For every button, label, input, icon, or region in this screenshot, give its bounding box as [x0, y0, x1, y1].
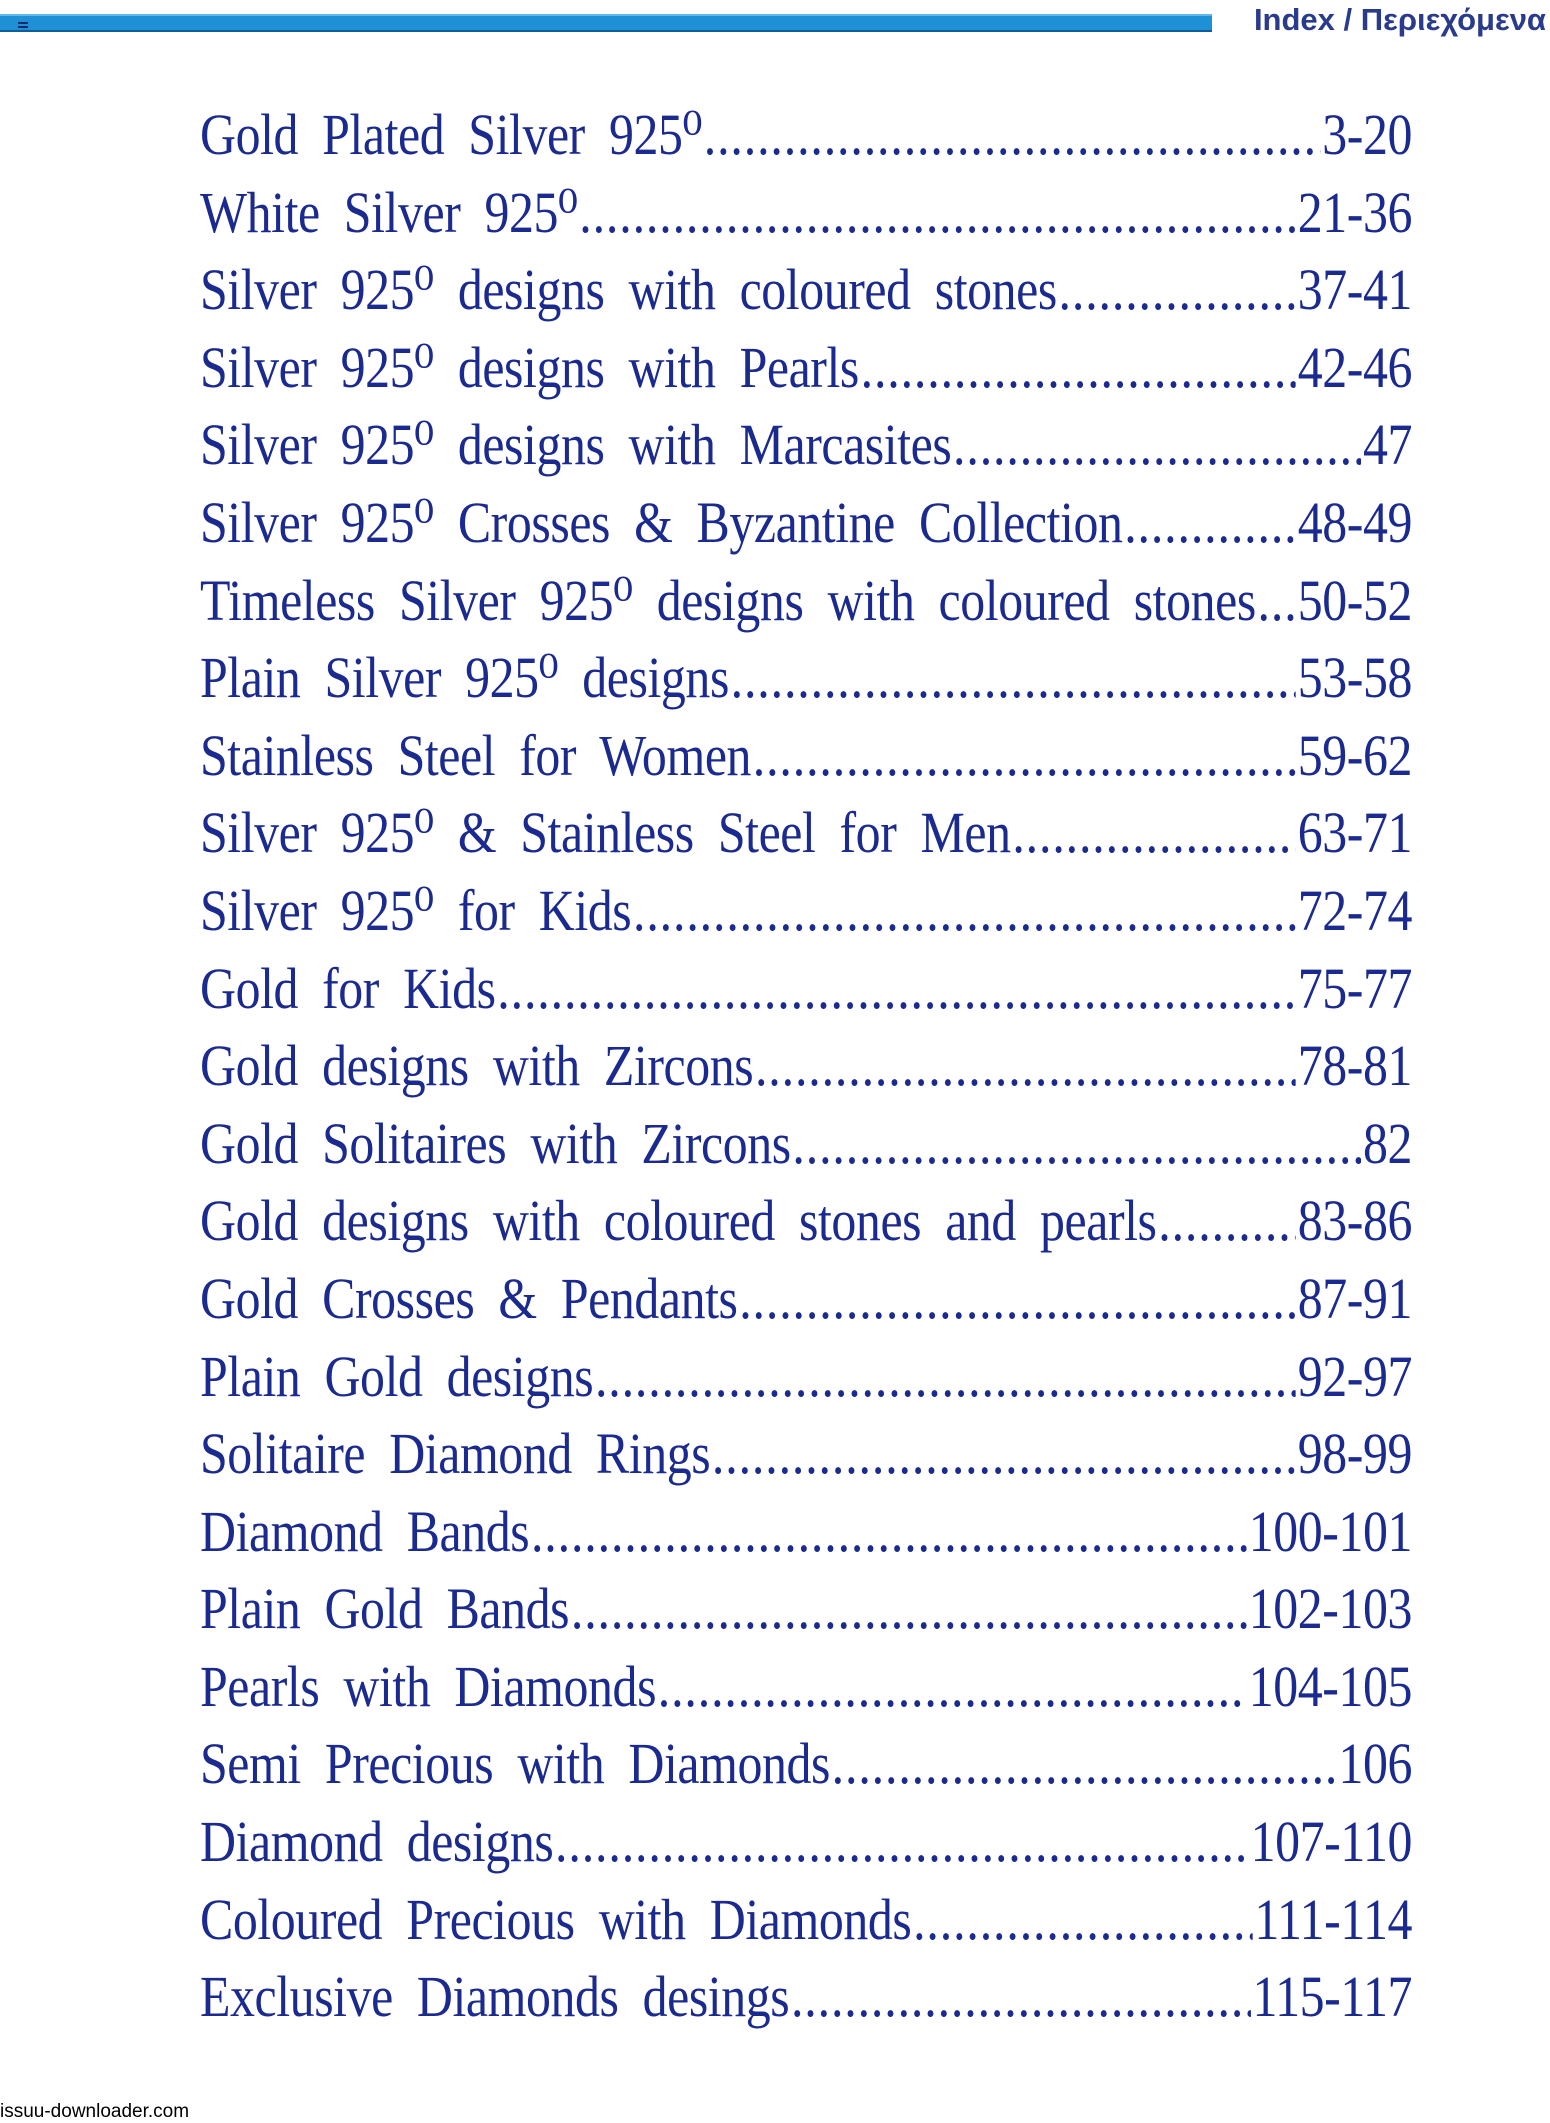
toc-dot-leader	[953, 406, 1361, 484]
toc-entry-pages: 75-77	[1297, 955, 1413, 1021]
toc-entry[interactable]	[200, 639, 1412, 717]
toc-dot-leader	[913, 1881, 1253, 1959]
toc-dot-leader	[1158, 1182, 1296, 1260]
toc-dot-leader	[633, 872, 1296, 950]
toc-entry-title: Gold designs with coloured stones and pearls	[200, 1188, 1157, 1254]
toc-dot-leader	[1012, 794, 1296, 872]
toc-entry[interactable]	[200, 1725, 1412, 1803]
toc-dot-leader	[755, 1027, 1296, 1105]
toc-dot-leader	[1059, 251, 1296, 329]
toc-entry-pages: 83-86	[1297, 1188, 1413, 1254]
toc-entry[interactable]	[200, 406, 1412, 484]
toc-entry-pages: 107-110	[1250, 1809, 1413, 1875]
toc-entry-pages: 115-117	[1252, 1964, 1413, 2030]
toc-entry-pages: 42-46	[1297, 334, 1413, 400]
toc-entry[interactable]	[200, 717, 1412, 795]
toc-entry-pages: 59-62	[1297, 722, 1413, 788]
toc-entry[interactable]	[200, 1182, 1412, 1260]
header-band	[0, 14, 1212, 32]
page-title: Index / Περιεχόμενα	[1253, 2, 1546, 37]
toc-entry-title: Plain Gold designs	[200, 1343, 594, 1409]
toc-entry-title: Gold Crosses & Pendants	[200, 1265, 738, 1331]
toc-entry[interactable]	[200, 96, 1412, 174]
toc-entry[interactable]	[200, 1338, 1412, 1416]
toc-entry-title: Gold for Kids	[200, 955, 496, 1021]
toc-entry-pages: 48-49	[1297, 489, 1413, 555]
toc-dot-leader	[739, 1260, 1296, 1338]
toc-dot-leader	[791, 1958, 1251, 2036]
toc-dot-leader	[658, 1648, 1247, 1726]
toc-entry-title: Silver 925⁰ for Kids	[200, 877, 632, 943]
toc-entry-pages: 50-52	[1297, 567, 1413, 633]
toc-entry-pages: 106	[1338, 1731, 1413, 1797]
table-of-contents	[200, 96, 1412, 2036]
toc-dot-leader	[704, 96, 1321, 174]
toc-entry-title: Silver 925⁰ & Stainless Steel for Men	[200, 800, 1011, 866]
toc-dot-leader	[712, 1415, 1296, 1493]
toc-entry-pages: 21-36	[1297, 179, 1413, 245]
toc-dot-leader	[595, 1338, 1296, 1416]
toc-entry-pages: 72-74	[1297, 877, 1413, 943]
toc-entry[interactable]	[200, 1803, 1412, 1881]
toc-entry-title: Semi Precious with Diamonds	[200, 1731, 830, 1797]
toc-entry[interactable]	[200, 1415, 1412, 1493]
toc-dot-leader	[531, 1493, 1247, 1571]
toc-entry-pages: 104-105	[1248, 1653, 1413, 1719]
toc-entry[interactable]	[200, 1105, 1412, 1183]
toc-entry[interactable]	[200, 1570, 1412, 1648]
toc-entry[interactable]	[200, 484, 1412, 562]
toc-entry[interactable]	[200, 1027, 1412, 1105]
toc-entry-title: Silver 925⁰ designs with coloured stones	[200, 257, 1057, 323]
toc-dot-leader	[792, 1105, 1361, 1183]
toc-dot-leader	[1258, 562, 1297, 640]
toc-entry-pages: 3-20	[1322, 102, 1413, 167]
toc-entry-title: Silver 925⁰ Crosses & Byzantine Collection	[200, 489, 1123, 555]
toc-entry[interactable]	[200, 1260, 1412, 1338]
toc-entry[interactable]	[200, 950, 1412, 1028]
toc-dot-leader	[832, 1725, 1337, 1803]
toc-entry-title: Stainless Steel for Women	[200, 722, 752, 788]
toc-entry-pages: 37-41	[1297, 257, 1413, 323]
toc-entry[interactable]	[200, 174, 1412, 252]
toc-entry[interactable]	[200, 251, 1412, 329]
toc-entry-title: Diamond Bands	[200, 1498, 530, 1564]
toc-entry-title: Diamond designs	[200, 1809, 554, 1875]
toc-entry[interactable]	[200, 1493, 1412, 1571]
toc-entry-title: Silver 925⁰ designs with Marcasites	[200, 412, 952, 478]
toc-entry-pages: 53-58	[1297, 645, 1413, 711]
toc-entry-title: Pearls with Diamonds	[200, 1653, 657, 1719]
toc-dot-leader	[861, 329, 1296, 407]
toc-dot-leader	[579, 174, 1296, 252]
toc-entry-title: Plain Silver 925⁰ designs	[200, 645, 729, 711]
toc-entry-title: Gold Solitaires with Zircons	[200, 1110, 791, 1176]
toc-entry-pages: 63-71	[1297, 800, 1413, 866]
toc-entry-title: Gold designs with Zircons	[200, 1033, 754, 1099]
toc-entry-pages: 47	[1362, 412, 1413, 478]
menu-marker-icon	[18, 22, 28, 28]
toc-entry-title: White Silver 925⁰	[200, 179, 578, 245]
toc-dot-leader	[753, 717, 1296, 795]
toc-entry[interactable]	[200, 562, 1412, 640]
footer-credit: issuu-downloader.com	[0, 2101, 190, 2122]
toc-entry-pages: 98-99	[1297, 1421, 1413, 1487]
toc-entry-title: Solitaire Diamond Rings	[200, 1421, 711, 1487]
toc-entry[interactable]	[200, 794, 1412, 872]
toc-entry-pages: 100-101	[1248, 1498, 1413, 1564]
toc-dot-leader	[1124, 484, 1296, 562]
toc-entry[interactable]	[200, 872, 1412, 950]
toc-entry-title: Silver 925⁰ designs with Pearls	[200, 334, 859, 400]
toc-dot-leader	[497, 950, 1296, 1028]
toc-entry-pages: 78-81	[1297, 1033, 1413, 1099]
toc-dot-leader	[731, 639, 1296, 717]
toc-entry-pages: 102-103	[1248, 1576, 1413, 1642]
toc-entry[interactable]	[200, 1958, 1412, 2036]
toc-dot-leader	[555, 1803, 1249, 1881]
toc-entry-title: Timeless Silver 925⁰ designs with coloured stones	[200, 567, 1256, 633]
toc-dot-leader	[571, 1570, 1247, 1648]
toc-entry-title: Plain Gold Bands	[200, 1576, 570, 1642]
toc-entry-pages: 111-114	[1254, 1886, 1413, 1952]
toc-entry-pages: 92-97	[1297, 1343, 1413, 1409]
toc-entry[interactable]	[200, 1648, 1412, 1726]
toc-entry-pages: 87-91	[1297, 1265, 1413, 1331]
toc-entry-title: Exclusive Diamonds desings	[200, 1964, 790, 2030]
toc-entry-title: Gold Plated Silver 925⁰	[200, 102, 703, 167]
toc-entry-title: Coloured Precious with Diamonds	[200, 1886, 912, 1952]
toc-entry[interactable]	[200, 329, 1412, 407]
toc-entry[interactable]	[200, 1881, 1412, 1959]
toc-entry-pages: 82	[1362, 1110, 1413, 1176]
